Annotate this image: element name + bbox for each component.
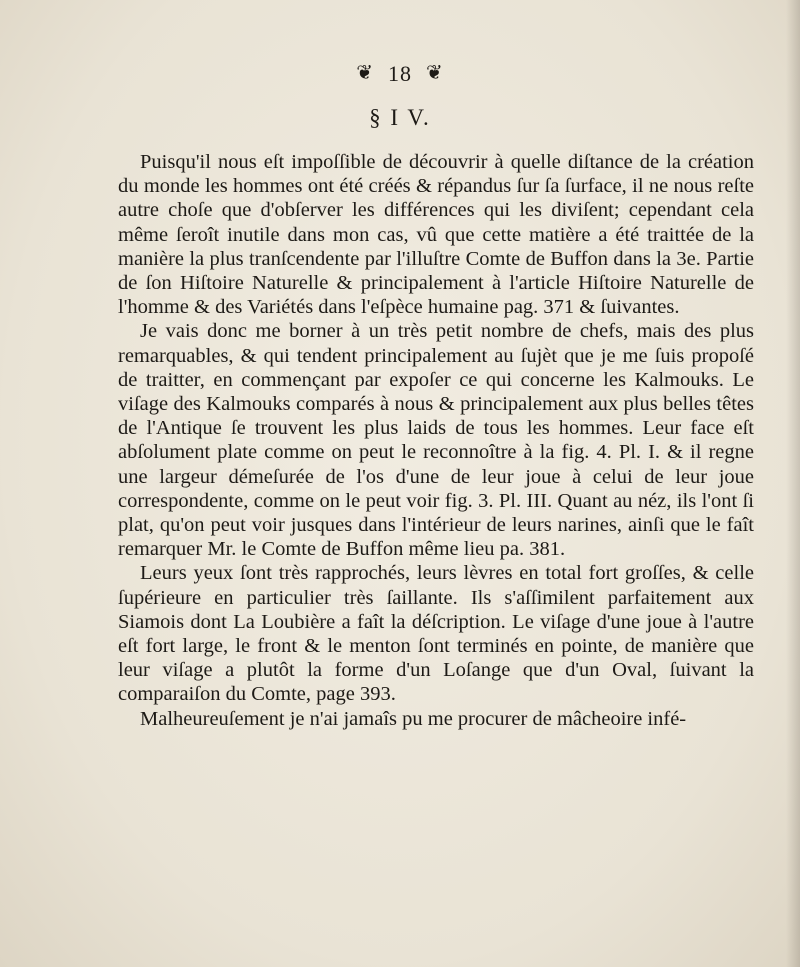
paragraph-2: Je vais donc me borner à un très petit nombre de chefs, mais des plus remarquables, & qui tendent principalement au ſujèt que je me ſuis propoſé de traitter, en commençant par expoſer ce qui concerne les Kalmouks. Le viſage des Kalmouks comparés à nous & principalement aux plus belles têtes de l'Antique ſe trouvent les plus laids de tous les hommes. Leur face eſt abſolument plate comme on peut le reconnoître à la fig. 4. Pl. I. & il regne une largeur démeſurée de l'os d'une de leur joue à celui de leur joue correspondente, comme on le peut voir fig. 3. Pl. III. Quant au néz, ils l'ont ſi plat, qu'on peut voir jusques dans l'intérieur de leurs narines, ainſi que le faît remarquer Mr. le Comte de Buffon même lieu pa. 381. — [118, 320, 754, 561]
spine-shadow — [786, 0, 800, 967]
ornament-left-icon: ❦ — [356, 62, 374, 84]
ornament-right-icon: ❦ — [426, 62, 444, 84]
page-header — [0, 60, 800, 87]
section-heading: § I V. — [369, 105, 431, 130]
paragraph-1: Puisqu'il nous eſt impoſſible de découvrir à quelle diſtance de la création du monde les hommes ont été créés & répandus ſur ſa ſurface, il ne nous reſte autre choſe que d'obſerver les différences qui les diviſent; cependant cela même ſeroît inutile dans mon cas, vû que cette matière a été traittée de la manière la plus tranſcendente par l'illuſtre Comte de Buffon dans la 3e. Partie de ſon Hiſtoire Naturelle & principalement à l'article Hiſtoire Naturelle de l'homme & des Variétés dans l'eſpèce humaine pag. 371 & ſuivantes. — [118, 151, 754, 319]
page-number: 18 — [388, 61, 412, 86]
body-text — [118, 150, 754, 731]
paragraph-4: Malheureuſement je n'ai jamaîs pu me procurer de mâcheoire infé- — [140, 707, 687, 730]
paragraph-3: Leurs yeux ſont très rapprochés, leurs lèvres en total fort groſſes, & celle ſupérieure en particulier très ſaillante. Ils s'aſſimilent parfaitement aux Siamois dont La Loubière a faît la déſcription. Le viſage d'une joue à l'autre eſt fort large, le front & le menton ſont terminés en pointe, de manière que leur viſage a plutôt la forme d'un Loſange que d'un Oval, ſuivant la comparaiſon du Comte, page 393. — [118, 562, 754, 706]
